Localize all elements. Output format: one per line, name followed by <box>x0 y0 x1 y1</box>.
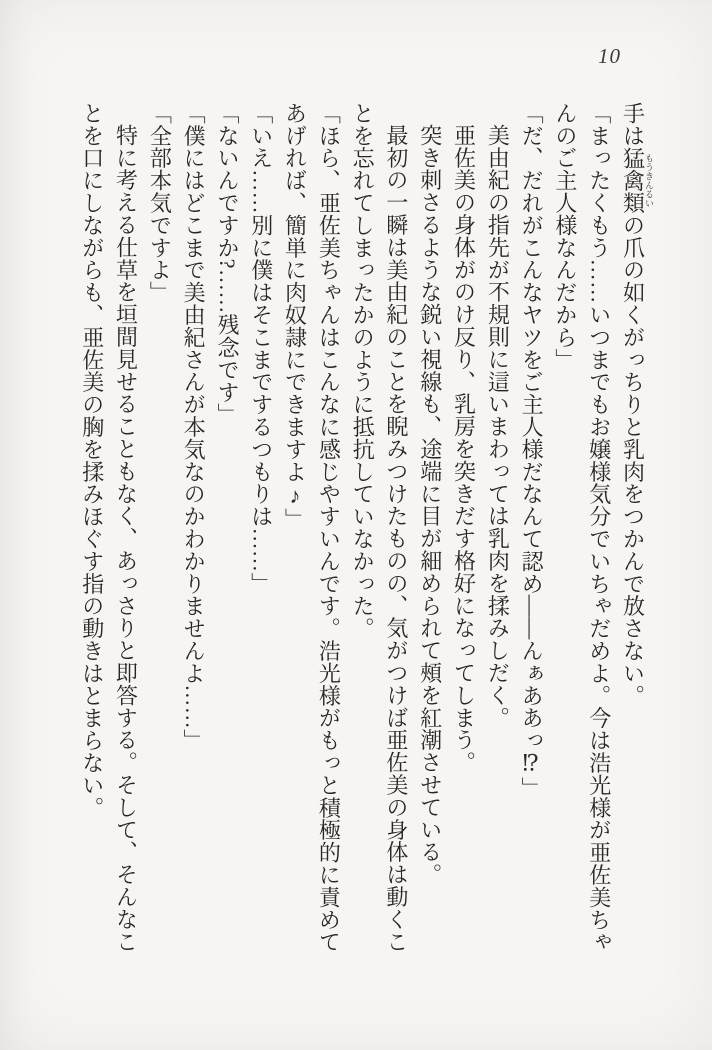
furigana-ruby: 猛禽類もうきんるい <box>620 146 654 215</box>
paragraph-narration: 特に考える仕草を垣間見せることもなく、あっさりと即答する。そして、そんなことを口にしながらも、亜佐美の胸を揉みほぐす指の動きはとまらない。 <box>79 102 139 953</box>
paragraph-narration: 亜佐美の身体がのけ反り、乳房を突きだす格好になってしまう。 <box>451 124 477 774</box>
paragraph-dialogue: 「まったくもう……いつまでもお嬢様気分でいちゃだめよ。今は浩光様が亜佐美ちゃんのご主人様なんだから」 <box>552 102 612 954</box>
paragraph-narration: 最初の一瞬は美由紀のことを睨みつけたものの、気がつけば亜佐美の身体は動くことを忘れてしまったかのように抵抗していなかった。 <box>350 102 409 953</box>
paragraph-continuation: 手は猛禽類もうきんるいの爪の如くがっちりと乳肉をつかんで放さない。 <box>620 102 654 707</box>
text-block <box>75 102 654 954</box>
paragraph-narration: 突き刺さるような鋭い視線も、途端に目が細められて頰を紅潮させている。 <box>417 124 443 886</box>
page-number: 10 <box>598 44 621 68</box>
paragraph-dialogue: 「ほら、亜佐美ちゃんはこんなに感じやすいんです。浩光様がもっと積極的に責めてあげれば、簡単に肉奴隷にできますよ♪」 <box>282 102 342 954</box>
paragraph-dialogue: 「ないんですか?……残念です」 <box>214 102 240 426</box>
paragraph-dialogue: 「だ、だれがこんなヤツをご主人様だなんて認め――んぁああっ⁉」 <box>519 102 545 800</box>
paragraph-dialogue: 「いえ……別に僕はそこまでするつもりは……」 <box>248 102 274 595</box>
paragraph-narration: 美由紀の指先が不規則に這いまわっては乳肉を揉みしだく。 <box>485 124 511 729</box>
paragraph-dialogue: 「僕にはどこまで美由紀さんが本気なのかわかりませんよ……」 <box>181 102 207 752</box>
paragraph-dialogue: 「全部本気ですよ」 <box>147 102 173 304</box>
